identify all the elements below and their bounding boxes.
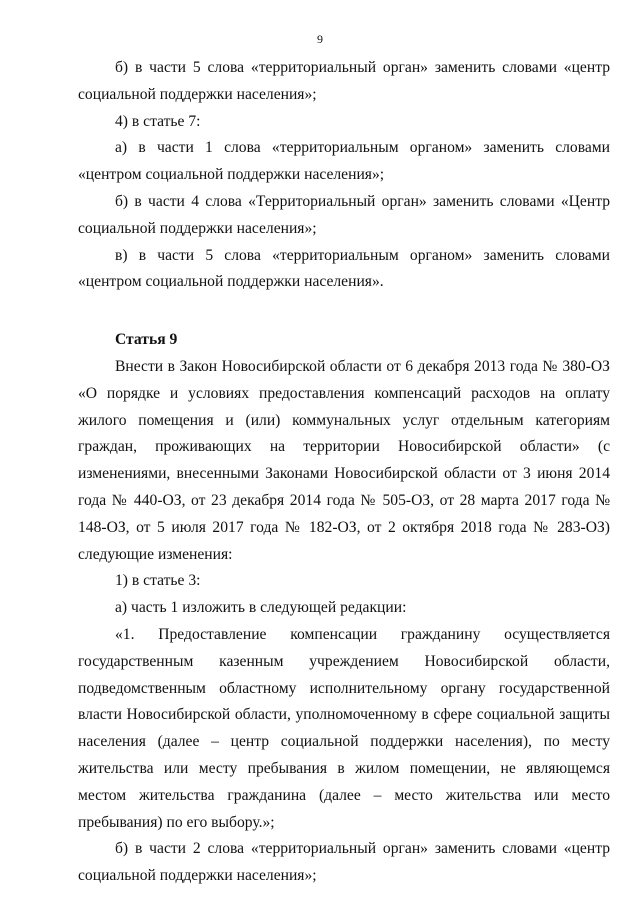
paragraph-9-1a-quote: «1. Предоставление компенсации гражданину осуществляется государственным казенным учреждением Новосибирской области, подведомственным областному исполнительному органу государственной власти Новосибирской области, уполномоченному в сфере социальной защиты населения (далее – центр социальной поддержки населения), по месту жительства или месту пребывания в жилом помещении, не являющемся местом жительства гражданина (далее – место жительства или место пребывания) по его выбору.»; (78, 625, 610, 831)
paragraph-9-1: 1) в статье 3: (115, 572, 201, 590)
page-number: 9 (317, 32, 323, 46)
paragraph-8-5b: б) в части 5 слова «территориальный орган» заменить словами «центр социальной поддержки населения»; (78, 59, 610, 103)
paragraph-8-4c: в) в части 5 слова «территориальным органом» заменить словами «центром социальной поддержки населения». (78, 246, 610, 291)
paragraph-8-4b: б) в части 4 слова «Территориальный орган» заменить словами «Центр социальной поддержки населения»; (78, 192, 610, 237)
paragraph-9-1b: б) в части 2 слова «территориальный орган» заменить словами «центр социальной поддержки населения»; (78, 840, 610, 885)
paragraph-9-1a: а) часть 1 изложить в следующей редакции: (115, 599, 407, 617)
paragraph-8-4a: а) в части 1 слова «территориальным органом» заменить словами «центром социальной поддержки населения»; (78, 139, 610, 184)
article-9-heading: Статья 9 (115, 331, 178, 349)
section-spacer (78, 296, 610, 327)
paragraph-9-intro: Внести в Закон Новосибирской области от 6 декабря 2013 года № 380-ОЗ «О порядке и условиях предоставления компенсаций расходов на оплату жилого помещения и (или) коммунальных услуг отдельным категориям граждан, проживающих на территории Новосибирской области» (с изменениями, внесенными Законами Новосибирской области от 3 июня 2014 года № 440-ОЗ, от 23 декабря 2014 года № 505-ОЗ, от 28 марта 2017 года № 148-ОЗ, от 5 июля 2017 года № 182-ОЗ, от 2 октября 2018 года № 283-ОЗ) следующие изменения: (78, 357, 610, 563)
document-body (78, 55, 610, 890)
paragraph-8-4: 4) в статье 7: (115, 112, 201, 130)
